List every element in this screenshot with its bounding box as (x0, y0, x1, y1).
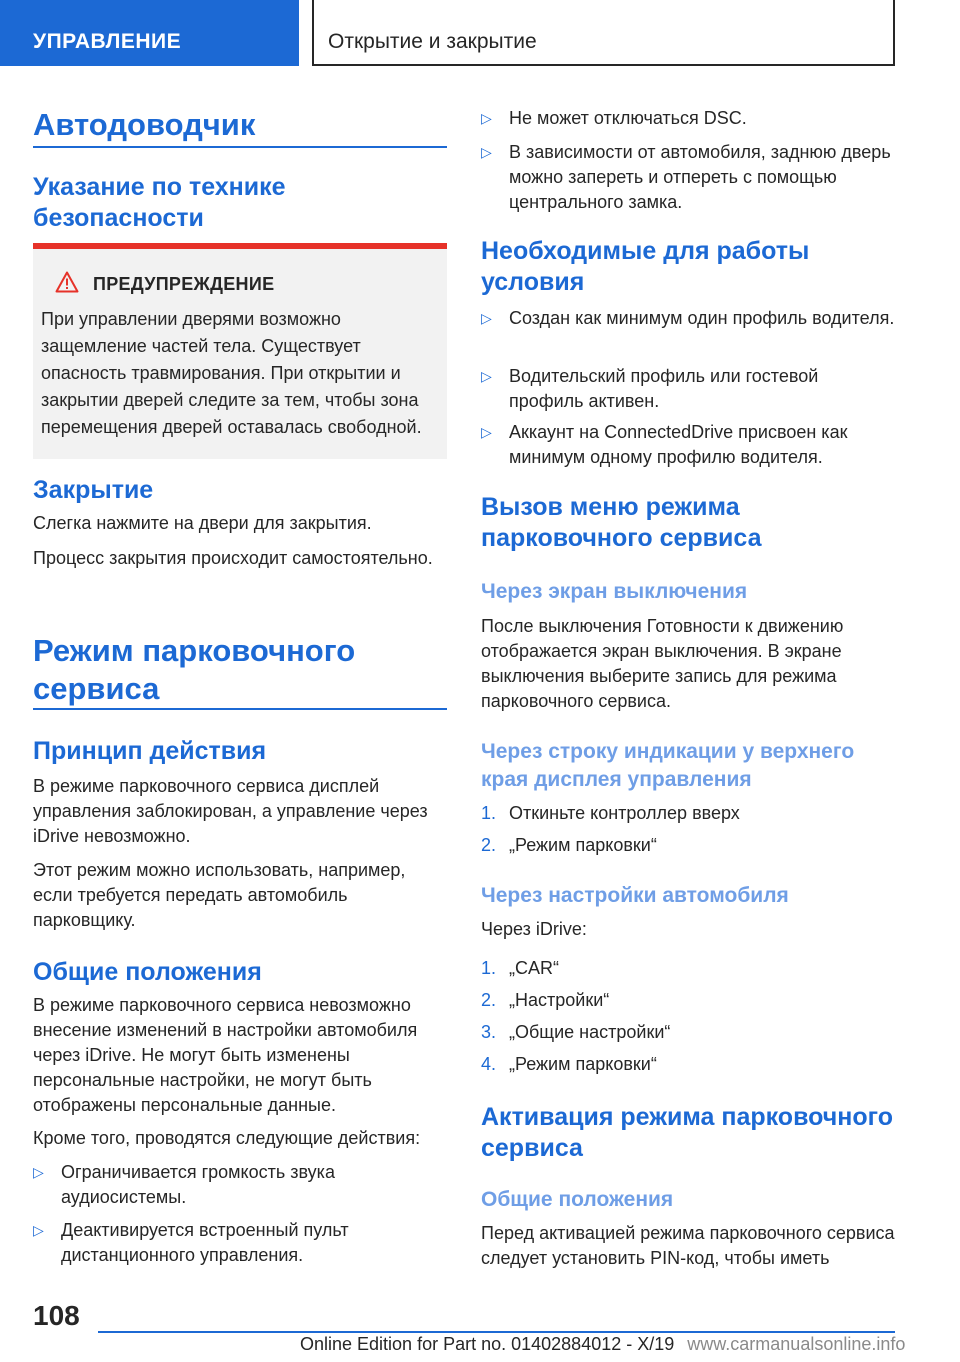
activate-general-heading: Общие положения (481, 1188, 674, 1211)
list-item: 1. Откиньте контроллер вверх (481, 803, 740, 823)
via-status-heading: Через строку индикации у верхнего края дисплея управления (481, 740, 855, 791)
via-settings-paragraph: Через iDrive: (481, 919, 587, 939)
edition-text: Online Edition for Part no. 01402884012 - X/19 (300, 1334, 675, 1354)
closing-heading: Закрытие (33, 476, 154, 504)
warning-triangle-icon (55, 271, 79, 298)
warning-box (33, 243, 447, 459)
triangle-right-outline-icon: ▷ (33, 1222, 44, 1238)
principle-heading: Принцип действия (33, 737, 267, 765)
footer-rule (98, 1331, 895, 1333)
triangle-right-outline-icon: ▷ (481, 368, 492, 384)
call-menu-heading: Вызов меню режима парковочного сервиса (481, 493, 762, 552)
list-item: ▷ Ограничивается громкость звука аудиосистемы. (33, 1162, 335, 1207)
principle-paragraph-1: В режиме парковочного сервиса дисплей управления заблокирован, а управление через iDrive невозможно. (33, 776, 428, 846)
title-rule (33, 708, 447, 710)
section-tab: УПРАВЛЕНИЕ (0, 0, 299, 66)
list-item: 4. „Режим парковки“ (481, 1054, 657, 1074)
list-item: 2. „Настройки“ (481, 990, 610, 1010)
triangle-right-outline-icon: ▷ (481, 144, 492, 160)
general-paragraph-2: Кроме того, проводятся следующие действия: (33, 1128, 421, 1148)
via-settings-heading: Через настройки автомобиля (481, 884, 789, 907)
triangle-right-outline-icon: ▷ (481, 110, 492, 126)
title-rule (33, 146, 447, 148)
via-screen-heading: Через экран выключения (481, 580, 748, 603)
list-item: ▷ Аккаунт на ConnectedDrive присвоен как минимум одному профилю водителя. (481, 422, 848, 467)
closing-paragraph-1: Слегка нажмите на двери для закрытия. (33, 513, 372, 533)
via-screen-paragraph: После выключения Готовности к движению отображается экран выключения. В экране выключения выберите запись для режима парковочного сервиса. (481, 616, 844, 711)
activate-heading: Активация режима парковочного сервиса (481, 1103, 893, 1162)
list-item: ▷ Создан как минимум один профиль водителя. (481, 306, 895, 331)
list-item: ▷ Деактивируется встроенный пульт дистанционного управления. (33, 1220, 349, 1265)
warning-title: ПРЕДУПРЕЖДЕНИЕ (93, 274, 275, 294)
general-paragraph-1: В режиме парковочного сервиса невозможно внесение изменений в настройки автомобиля через iDrive. Не могут быть изменены персональные настройки, не могут быть отображены персональные данные. (33, 995, 418, 1115)
list-item: 2. „Режим парковки“ (481, 835, 657, 855)
safety-heading: Указание по технике безопасности (33, 173, 286, 232)
page-number: 108 (33, 1300, 80, 1331)
triangle-right-outline-icon: ▷ (481, 424, 492, 440)
list-item: 3. „Общие настройки“ (481, 1022, 671, 1042)
general-heading: Общие положения (33, 958, 262, 986)
warning-text: При управлении дверями возможно защемление частей тела. Существует опасность травмирования. При открытии и закрытии дверей следите за тем, чтобы зона перемещения дверей оставалась свободной. (41, 309, 422, 437)
principle-paragraph-2: Этот режим можно использовать, например, если требуется передать автомобиль парковщику. (33, 860, 406, 930)
triangle-right-outline-icon: ▷ (33, 1164, 44, 1180)
footer-edition (300, 1334, 940, 1355)
watermark-text: www.carmanualsonline.info (687, 1334, 906, 1354)
activate-paragraph: Перед активацией режима парковочного сервиса следует установить PIN-код, чтобы иметь (481, 1223, 895, 1268)
list-item: 1. „CAR“ (481, 958, 559, 978)
title-valet-mode: Режим парковочного сервиса (33, 633, 356, 706)
triangle-right-outline-icon: ▷ (481, 310, 492, 326)
topic-tab: Открытие и закрытие (312, 0, 895, 66)
requirements-heading: Необходимые для работы условия (481, 237, 810, 296)
list-item: ▷ Водительский профиль или гостевой профиль активен. (481, 366, 819, 411)
list-item: ▷ В зависимости от автомобиля, заднюю дверь можно запереть и отпереть с помощью центрального замка. (481, 142, 891, 212)
list-item: ▷ Не может отключаться DSC. (481, 106, 895, 131)
title-door-closer: Автодоводчик (33, 107, 256, 142)
page-header (0, 0, 960, 66)
warning-header (55, 271, 437, 298)
closing-paragraph-2: Процесс закрытия происходит самостоятельно. (33, 548, 433, 568)
